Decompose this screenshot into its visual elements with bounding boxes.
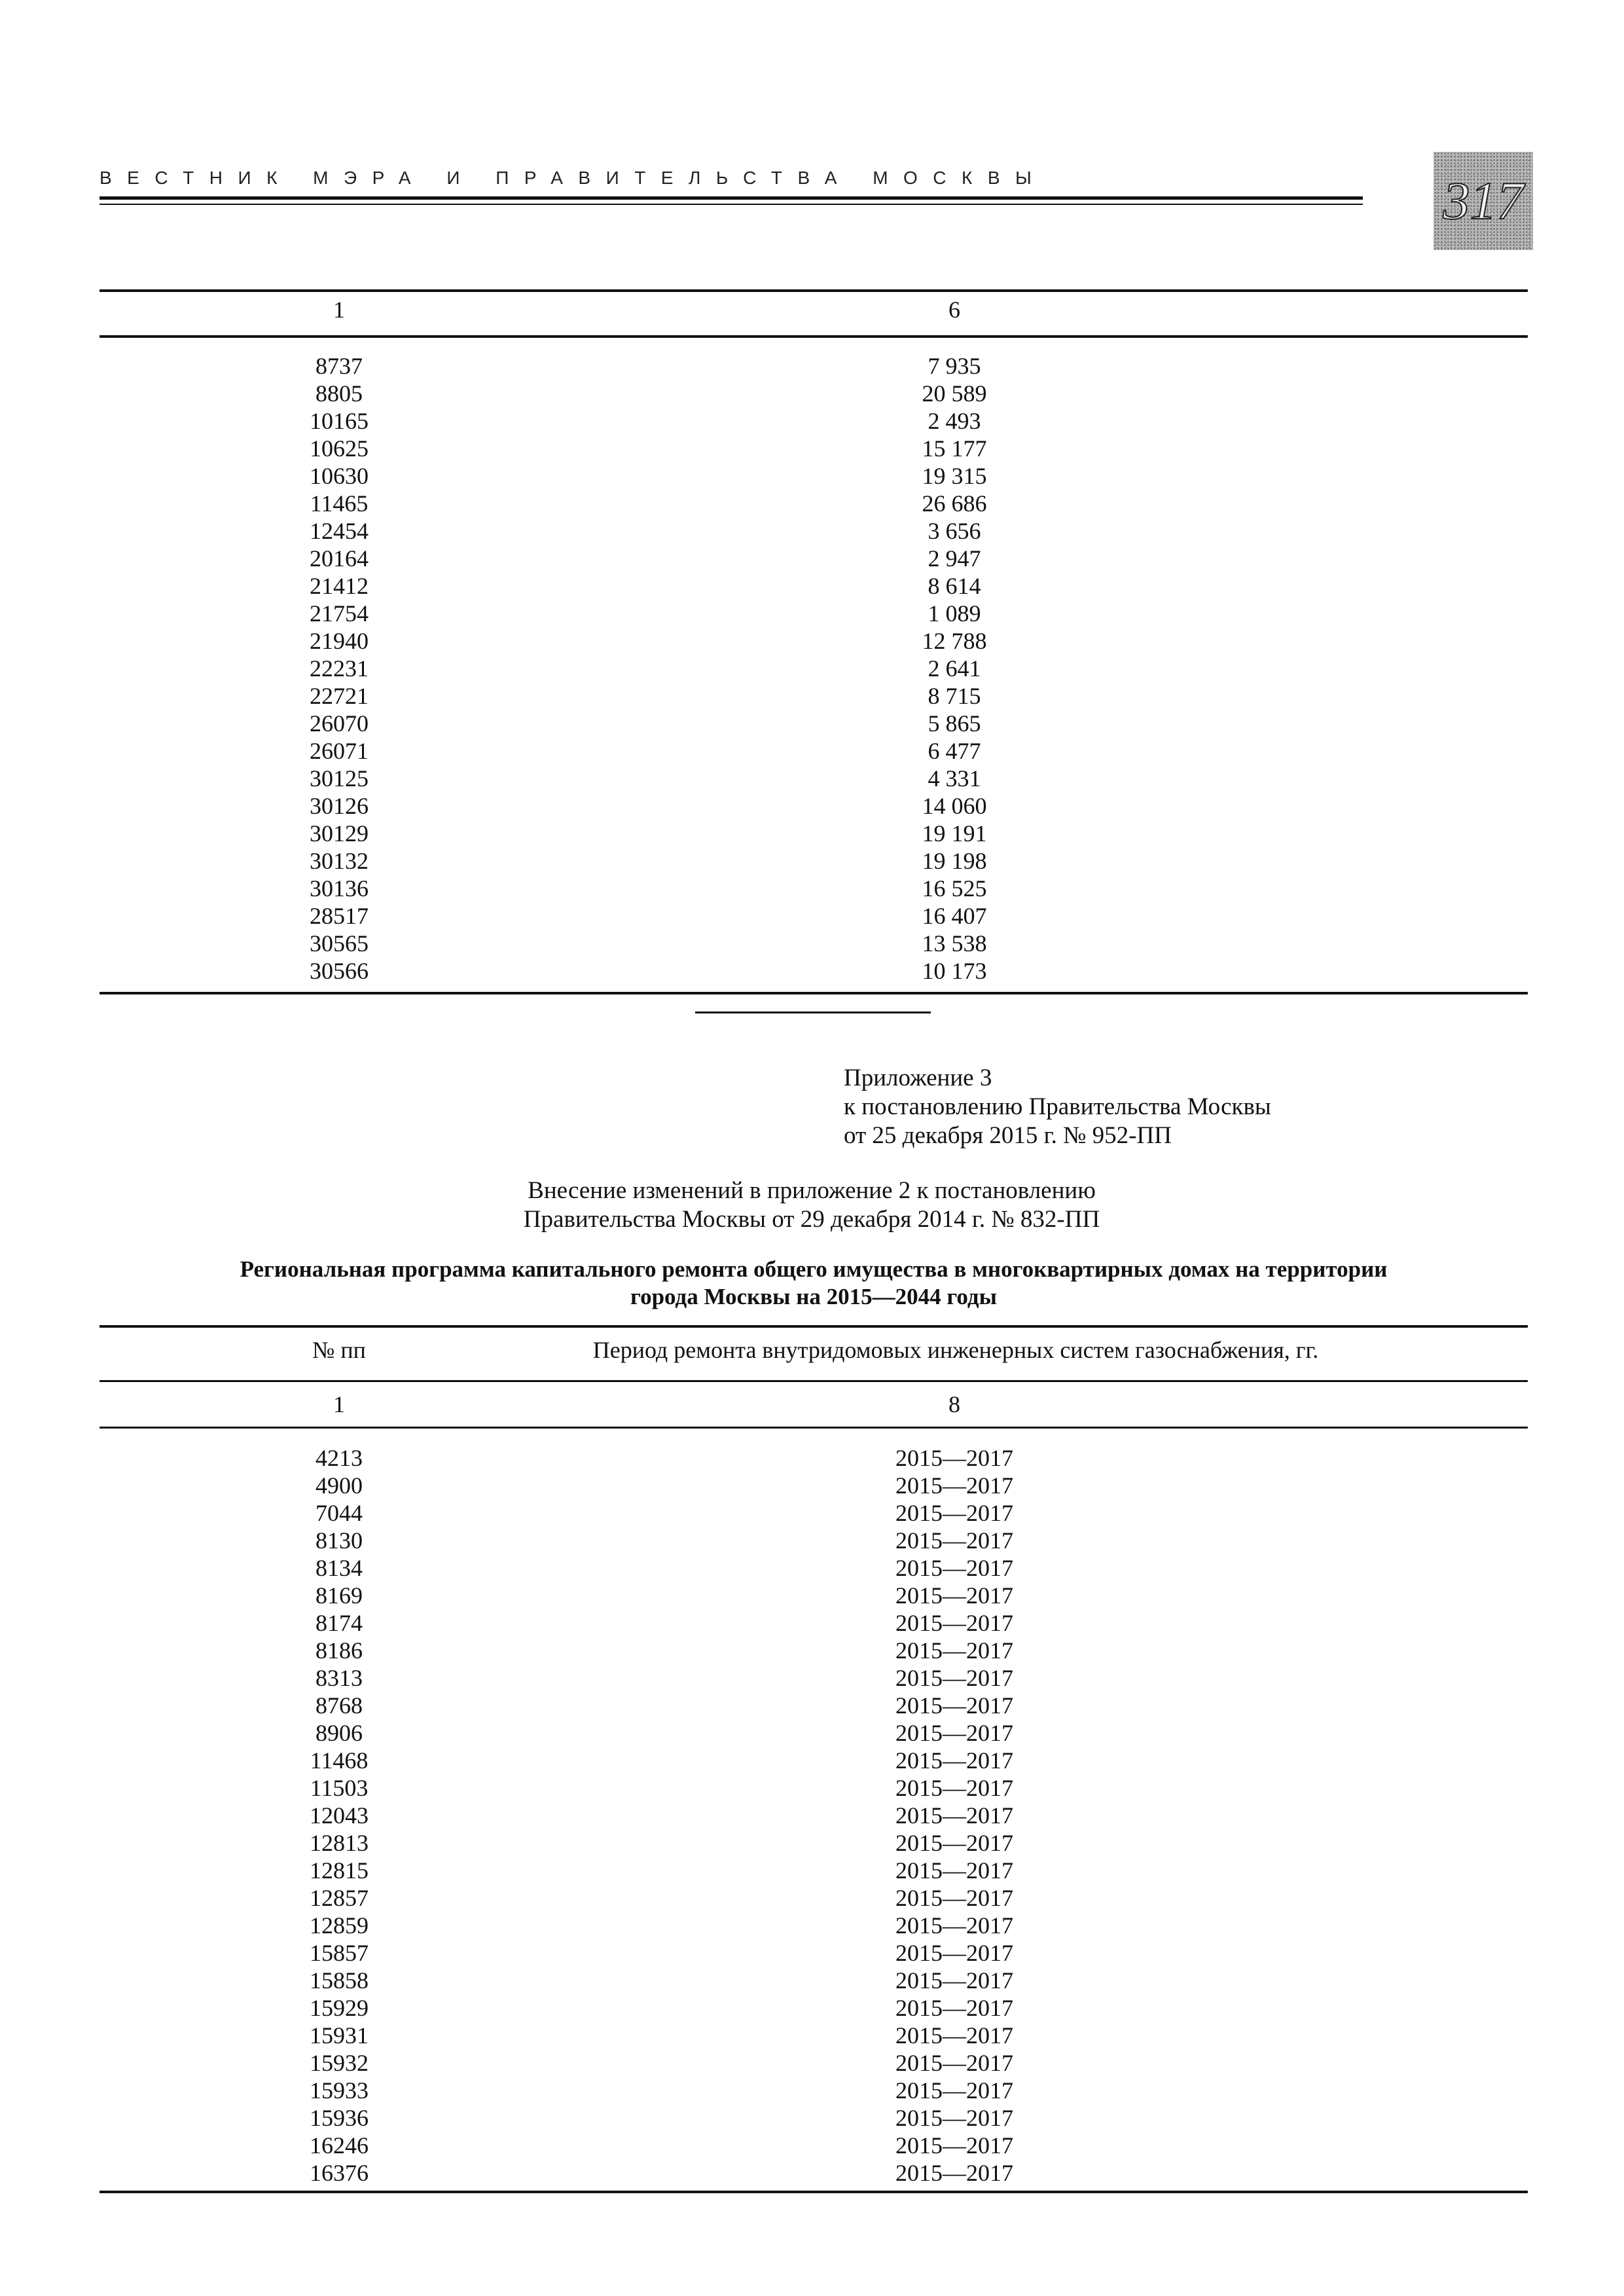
table-cell: 15936 [310, 2105, 369, 2131]
table-cell: 8186 [316, 1637, 363, 1664]
table2-col1-values [274, 1444, 405, 2187]
table-cell: 2015—2017 [895, 1665, 1013, 1691]
table-cell: 2 947 [928, 545, 981, 572]
table-cell: 19 198 [922, 848, 987, 874]
table-cell: 8 715 [928, 683, 981, 709]
table-cell: 2015—2017 [895, 1885, 1013, 1911]
table-cell: 3 656 [928, 518, 981, 544]
table-cell: 21754 [310, 600, 369, 627]
header-rule [99, 196, 1363, 200]
table-cell: 2015—2017 [895, 1720, 1013, 1746]
table-cell: 26071 [310, 738, 369, 764]
appendix-line2: к постановлению Правительства Москвы [844, 1093, 1271, 1120]
table-cell: 12 788 [922, 628, 987, 654]
table-cell: 4900 [316, 1472, 363, 1499]
table-cell: 21940 [310, 628, 369, 654]
table-cell: 30129 [310, 820, 369, 847]
table-cell: 12454 [310, 518, 369, 544]
table-cell: 30125 [310, 765, 369, 792]
table-cell: 15858 [310, 1967, 369, 1994]
table-cell: 8130 [316, 1527, 363, 1554]
table-cell: 2015—2017 [895, 2077, 1013, 2104]
table-cell: 8134 [316, 1555, 363, 1581]
table-cell: 2 641 [928, 655, 981, 682]
table-cell: 20164 [310, 545, 369, 572]
table-cell: 2015—2017 [895, 1857, 1013, 1884]
table-cell: 2015—2017 [895, 1995, 1013, 2021]
table-cell: 4 331 [928, 765, 981, 792]
table-cell: 16 525 [922, 875, 987, 902]
table2-col2-values [889, 1444, 1020, 2187]
appendix-block [844, 1064, 1271, 1150]
table-cell: 2015—2017 [895, 2160, 1013, 2186]
table-cell: 7 935 [928, 353, 981, 379]
table-cell: 2 493 [928, 408, 981, 434]
table-cell: 14 060 [922, 793, 987, 819]
table2-header-col2: Период ремонта внутридомовых инженерных систем газоснабжения, гг. [592, 1337, 1319, 1363]
table-cell: 2015—2017 [895, 1747, 1013, 1774]
table1-header-rule [99, 335, 1528, 338]
table-cell: 16246 [310, 2132, 369, 2159]
table-cell: 2015—2017 [895, 1967, 1013, 1994]
table-cell: 11503 [310, 1775, 369, 1801]
table1-top-rule [99, 289, 1528, 292]
table2-num-col1: 1 [333, 1391, 345, 1417]
table-cell: 30565 [310, 930, 369, 957]
table-cell: 15857 [310, 1940, 369, 1966]
table-cell: 2015—2017 [895, 1912, 1013, 1939]
table-cell: 11465 [310, 490, 369, 517]
table-cell: 10625 [310, 435, 369, 462]
table1-col1-header: 1 [333, 297, 345, 323]
table-cell: 2015—2017 [895, 2105, 1013, 2131]
page-number: 317 [1443, 171, 1524, 230]
table2-header-col1: № пп [312, 1337, 366, 1363]
section-divider [695, 1011, 931, 1013]
table-cell: 2015—2017 [895, 1582, 1013, 1609]
table-cell: 2015—2017 [895, 1637, 1013, 1664]
table-cell: 28517 [310, 903, 369, 929]
table1-col1-values [274, 352, 405, 985]
table-cell: 21412 [310, 573, 369, 599]
table-cell: 15932 [310, 2050, 369, 2076]
table-cell: 30136 [310, 875, 369, 902]
program-title-line2: города Москвы на 2015—2044 годы [630, 1284, 997, 1309]
table-cell: 2015—2017 [895, 1802, 1013, 1829]
table-cell: 13 538 [922, 930, 987, 957]
table-cell: 15929 [310, 1995, 369, 2021]
table-cell: 10630 [310, 463, 369, 489]
table-cell: 2015—2017 [895, 2050, 1013, 2076]
table-cell: 12857 [310, 1885, 369, 1911]
table-cell: 5 865 [928, 710, 981, 737]
program-title-line1: Региональная программа капитального ремонта общего имущества в многоквартирных домах на территории [240, 1256, 1388, 1282]
table-cell: 22231 [310, 655, 369, 682]
table-cell: 8906 [316, 1720, 363, 1746]
table2-header-rule [99, 1380, 1528, 1382]
table-cell: 7044 [316, 1500, 363, 1526]
amendment-block [353, 1176, 1270, 1234]
page-number-badge [1434, 152, 1533, 250]
table-cell: 19 315 [922, 463, 987, 489]
table-cell: 8169 [316, 1582, 363, 1609]
header-rule-thin [99, 204, 1363, 205]
table-cell: 4213 [316, 1445, 363, 1471]
amendment-line1: Внесение изменений в приложение 2 к постановлению [528, 1177, 1096, 1204]
table-cell: 6 477 [928, 738, 981, 764]
table-cell: 8805 [316, 380, 363, 407]
table-cell: 1 089 [928, 600, 981, 627]
appendix-line3: от 25 декабря 2015 г. № 952-ПП [844, 1122, 1172, 1149]
table-cell: 8768 [316, 1692, 363, 1719]
table-cell: 22721 [310, 683, 369, 709]
table-cell: 2015—2017 [895, 1555, 1013, 1581]
table-cell: 8174 [316, 1610, 363, 1636]
table-cell: 2015—2017 [895, 1610, 1013, 1636]
table-cell: 15933 [310, 2077, 369, 2104]
amendment-line2: Правительства Москвы от 29 декабря 2014 г. № 832-ПП [523, 1206, 1100, 1233]
table1-col2-values [889, 352, 1020, 985]
table2-bottom-rule [99, 2191, 1528, 2193]
table-cell: 2015—2017 [895, 1830, 1013, 1856]
table-cell: 15931 [310, 2022, 369, 2049]
table-cell: 2015—2017 [895, 2132, 1013, 2159]
table-cell: 12815 [310, 1857, 369, 1884]
table2-num-col2: 8 [948, 1391, 960, 1417]
table-cell: 30126 [310, 793, 369, 819]
table2-num-rule [99, 1427, 1528, 1429]
table-cell: 12813 [310, 1830, 369, 1856]
table-cell: 2015—2017 [895, 1775, 1013, 1801]
table-cell: 2015—2017 [895, 1692, 1013, 1719]
table-cell: 10165 [310, 408, 369, 434]
table-cell: 2015—2017 [895, 2022, 1013, 2049]
program-title [99, 1256, 1528, 1311]
table-cell: 10 173 [922, 958, 987, 984]
table-cell: 12859 [310, 1912, 369, 1939]
table-cell: 2015—2017 [895, 1445, 1013, 1471]
appendix-line1: Приложение 3 [844, 1065, 992, 1091]
table-cell: 2015—2017 [895, 1500, 1013, 1526]
table-cell: 11468 [310, 1747, 369, 1774]
table-cell: 15 177 [922, 435, 987, 462]
table-cell: 16376 [310, 2160, 369, 2186]
table1-col2-header: 6 [948, 297, 960, 323]
table-cell: 8737 [316, 353, 363, 379]
table-cell: 8313 [316, 1665, 363, 1691]
table-cell: 16 407 [922, 903, 987, 929]
journal-title: ВЕСТНИК МЭРА И ПРАВИТЕЛЬСТВА МОСКВЫ [99, 168, 1047, 188]
table-cell: 2015—2017 [895, 1472, 1013, 1499]
table-cell: 26 686 [922, 490, 987, 517]
table2-top-rule [99, 1325, 1528, 1328]
table-cell: 19 191 [922, 820, 987, 847]
table-cell: 30132 [310, 848, 369, 874]
table1-bottom-rule [99, 992, 1528, 994]
table-cell: 12043 [310, 1802, 369, 1829]
table-cell: 20 589 [922, 380, 987, 407]
table-cell: 8 614 [928, 573, 981, 599]
table-cell: 26070 [310, 710, 369, 737]
table-cell: 30566 [310, 958, 369, 984]
table-cell: 2015—2017 [895, 1940, 1013, 1966]
table-cell: 2015—2017 [895, 1527, 1013, 1554]
